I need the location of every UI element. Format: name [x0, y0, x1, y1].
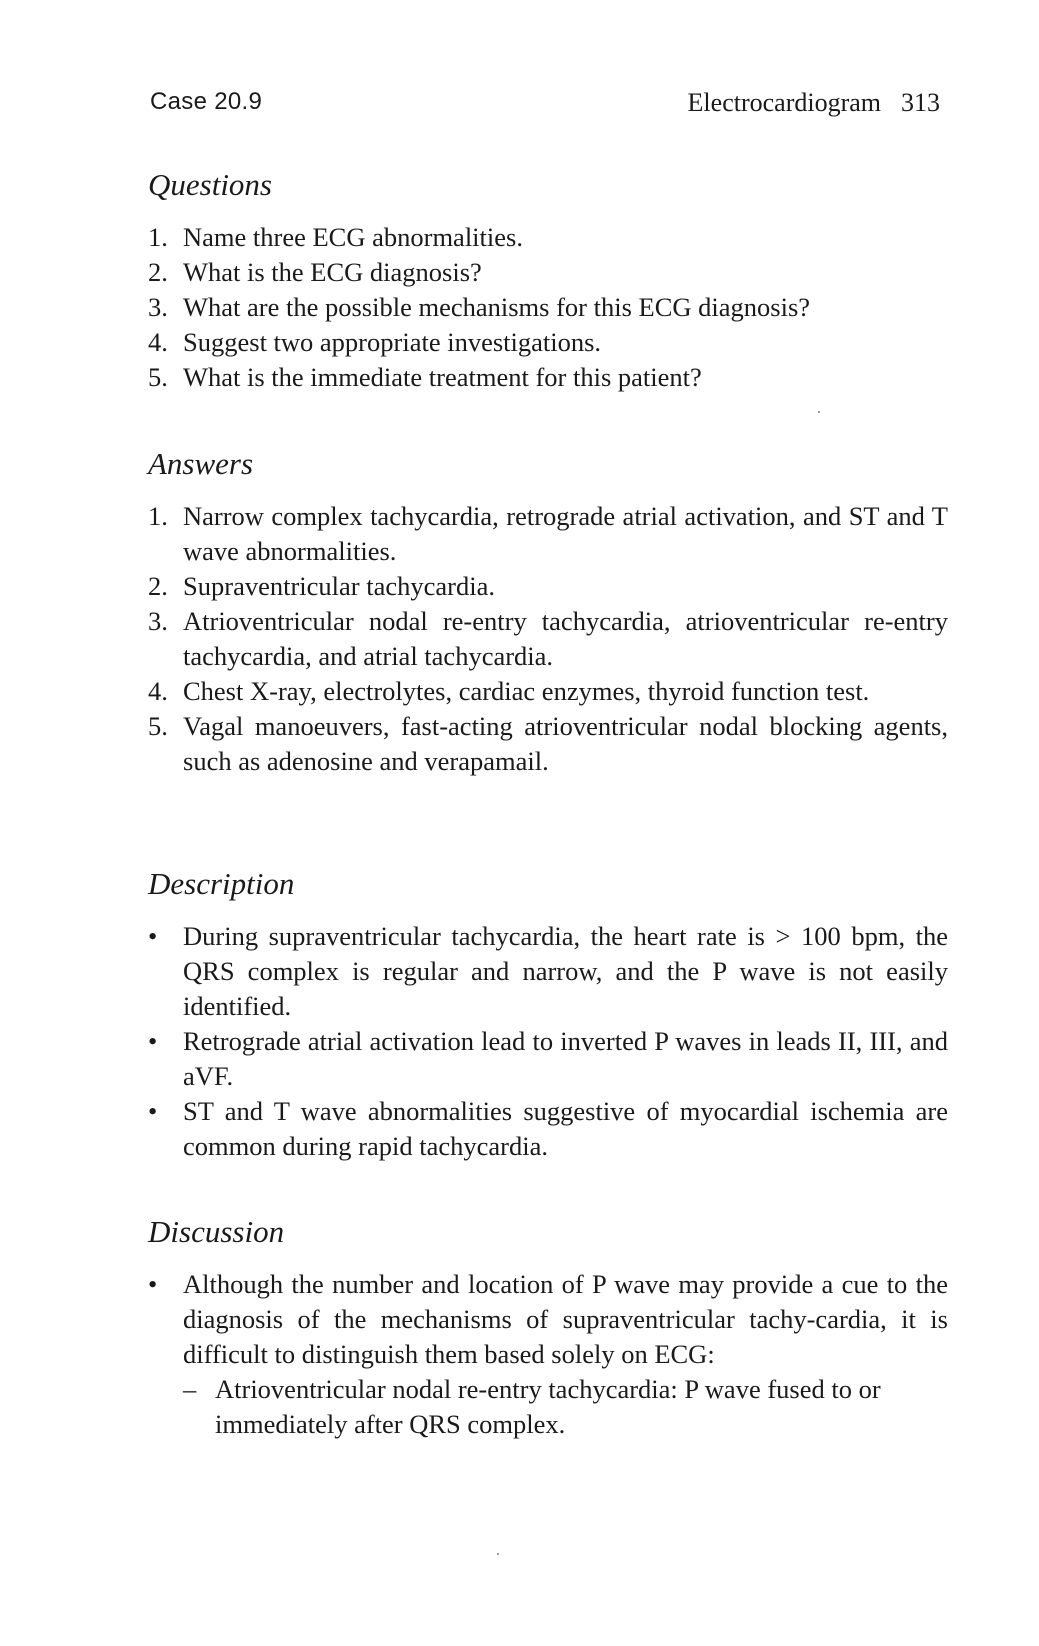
question-item — [148, 220, 948, 255]
answer-text: Vagal manoeuvers, fast-acting atrioventricular nodal blocking agents, such as adenosine and verapamail. — [183, 711, 948, 776]
case-label: Case 20.9 — [150, 88, 263, 115]
scan-speck — [818, 411, 820, 413]
questions-section — [148, 165, 948, 395]
description-bullet — [148, 1024, 948, 1094]
question-text: What is the immediate treatment for this patient? — [183, 362, 702, 392]
bullet-text: During supraventricular tachycardia, the heart rate is > 100 bpm, the QRS complex is regular and narrow, and the P wave is not easily identified. — [183, 921, 948, 1021]
question-text: Name three ECG abnormalities. — [183, 222, 523, 252]
subitem-text: Atrioventricular nodal re-entry tachycardia: P wave fused to or immediately after QRS complex. — [215, 1374, 881, 1439]
question-text: Suggest two appropriate investigations. — [183, 327, 602, 357]
answer-item — [148, 569, 948, 604]
bullet-text: ST and T wave abnormalities suggestive of myocardial ischemia are common during rapid tachycardia. — [183, 1096, 948, 1161]
running-header — [150, 88, 940, 128]
answers-heading: Answers — [148, 446, 254, 481]
discussion-bullet — [148, 1267, 948, 1442]
answer-text: Chest X-ray, electrolytes, cardiac enzymes, thyroid function test. — [183, 676, 870, 706]
question-number: 5. — [148, 362, 168, 392]
description-heading: Description — [148, 866, 295, 901]
question-number: 3. — [148, 292, 168, 322]
answer-item — [148, 604, 948, 674]
question-text: What is the ECG diagnosis? — [183, 257, 482, 287]
dash-glyph: – — [183, 1374, 197, 1404]
page-number: 313 — [901, 88, 940, 117]
answer-number: 5. — [148, 711, 168, 741]
question-item — [148, 255, 948, 290]
chapter-title: Electrocardiogram — [687, 88, 881, 117]
description-section — [148, 864, 948, 1164]
description-bullet — [148, 1094, 948, 1164]
answer-item — [148, 709, 948, 779]
answers-list — [148, 499, 948, 779]
answer-item — [148, 674, 948, 709]
bullet-text: Although the number and location of P wave may provide a cue to the diagnosis of the mechanisms of supraventricular tachy-cardia, it is difficult to distinguish them based solely on ECG: — [183, 1269, 948, 1369]
question-text: What are the possible mechanisms for this ECG diagnosis? — [183, 292, 811, 322]
question-number: 2. — [148, 257, 168, 287]
bullet-glyph: • — [148, 921, 158, 951]
question-item — [148, 325, 948, 360]
question-item — [148, 360, 948, 395]
chapter-header — [688, 88, 940, 118]
answers-section — [148, 444, 948, 779]
question-item — [148, 290, 948, 325]
answer-number: 1. — [148, 501, 168, 531]
description-bullet — [148, 919, 948, 1024]
discussion-heading: Discussion — [148, 1214, 285, 1249]
questions-heading: Questions — [148, 167, 272, 202]
question-number: 4. — [148, 327, 168, 357]
answer-number: 4. — [148, 676, 168, 706]
answer-text: Supraventricular tachycardia. — [183, 571, 495, 601]
question-number: 1. — [148, 222, 168, 252]
answer-number: 2. — [148, 571, 168, 601]
answer-text: Narrow complex tachycardia, retrograde atrial activation, and ST and T wave abnormalities. — [183, 501, 948, 566]
answer-text: Atrioventricular nodal re-entry tachycardia, atrioventricular re-entry tachycardia, and atrial tachycardia. — [183, 606, 948, 671]
questions-list — [148, 220, 948, 395]
bullet-glyph: • — [148, 1026, 158, 1056]
discussion-list — [148, 1267, 948, 1442]
answer-number: 3. — [148, 606, 168, 636]
description-list — [148, 919, 948, 1164]
discussion-subitem — [183, 1372, 948, 1442]
discussion-section — [148, 1212, 948, 1442]
discussion-sublist — [183, 1372, 948, 1442]
bullet-text: Retrograde atrial activation lead to inverted P waves in leads II, III, and aVF. — [183, 1026, 948, 1091]
answer-item — [148, 499, 948, 569]
scan-speck — [497, 1553, 499, 1555]
bullet-glyph: • — [148, 1269, 158, 1299]
bullet-glyph: • — [148, 1096, 158, 1126]
